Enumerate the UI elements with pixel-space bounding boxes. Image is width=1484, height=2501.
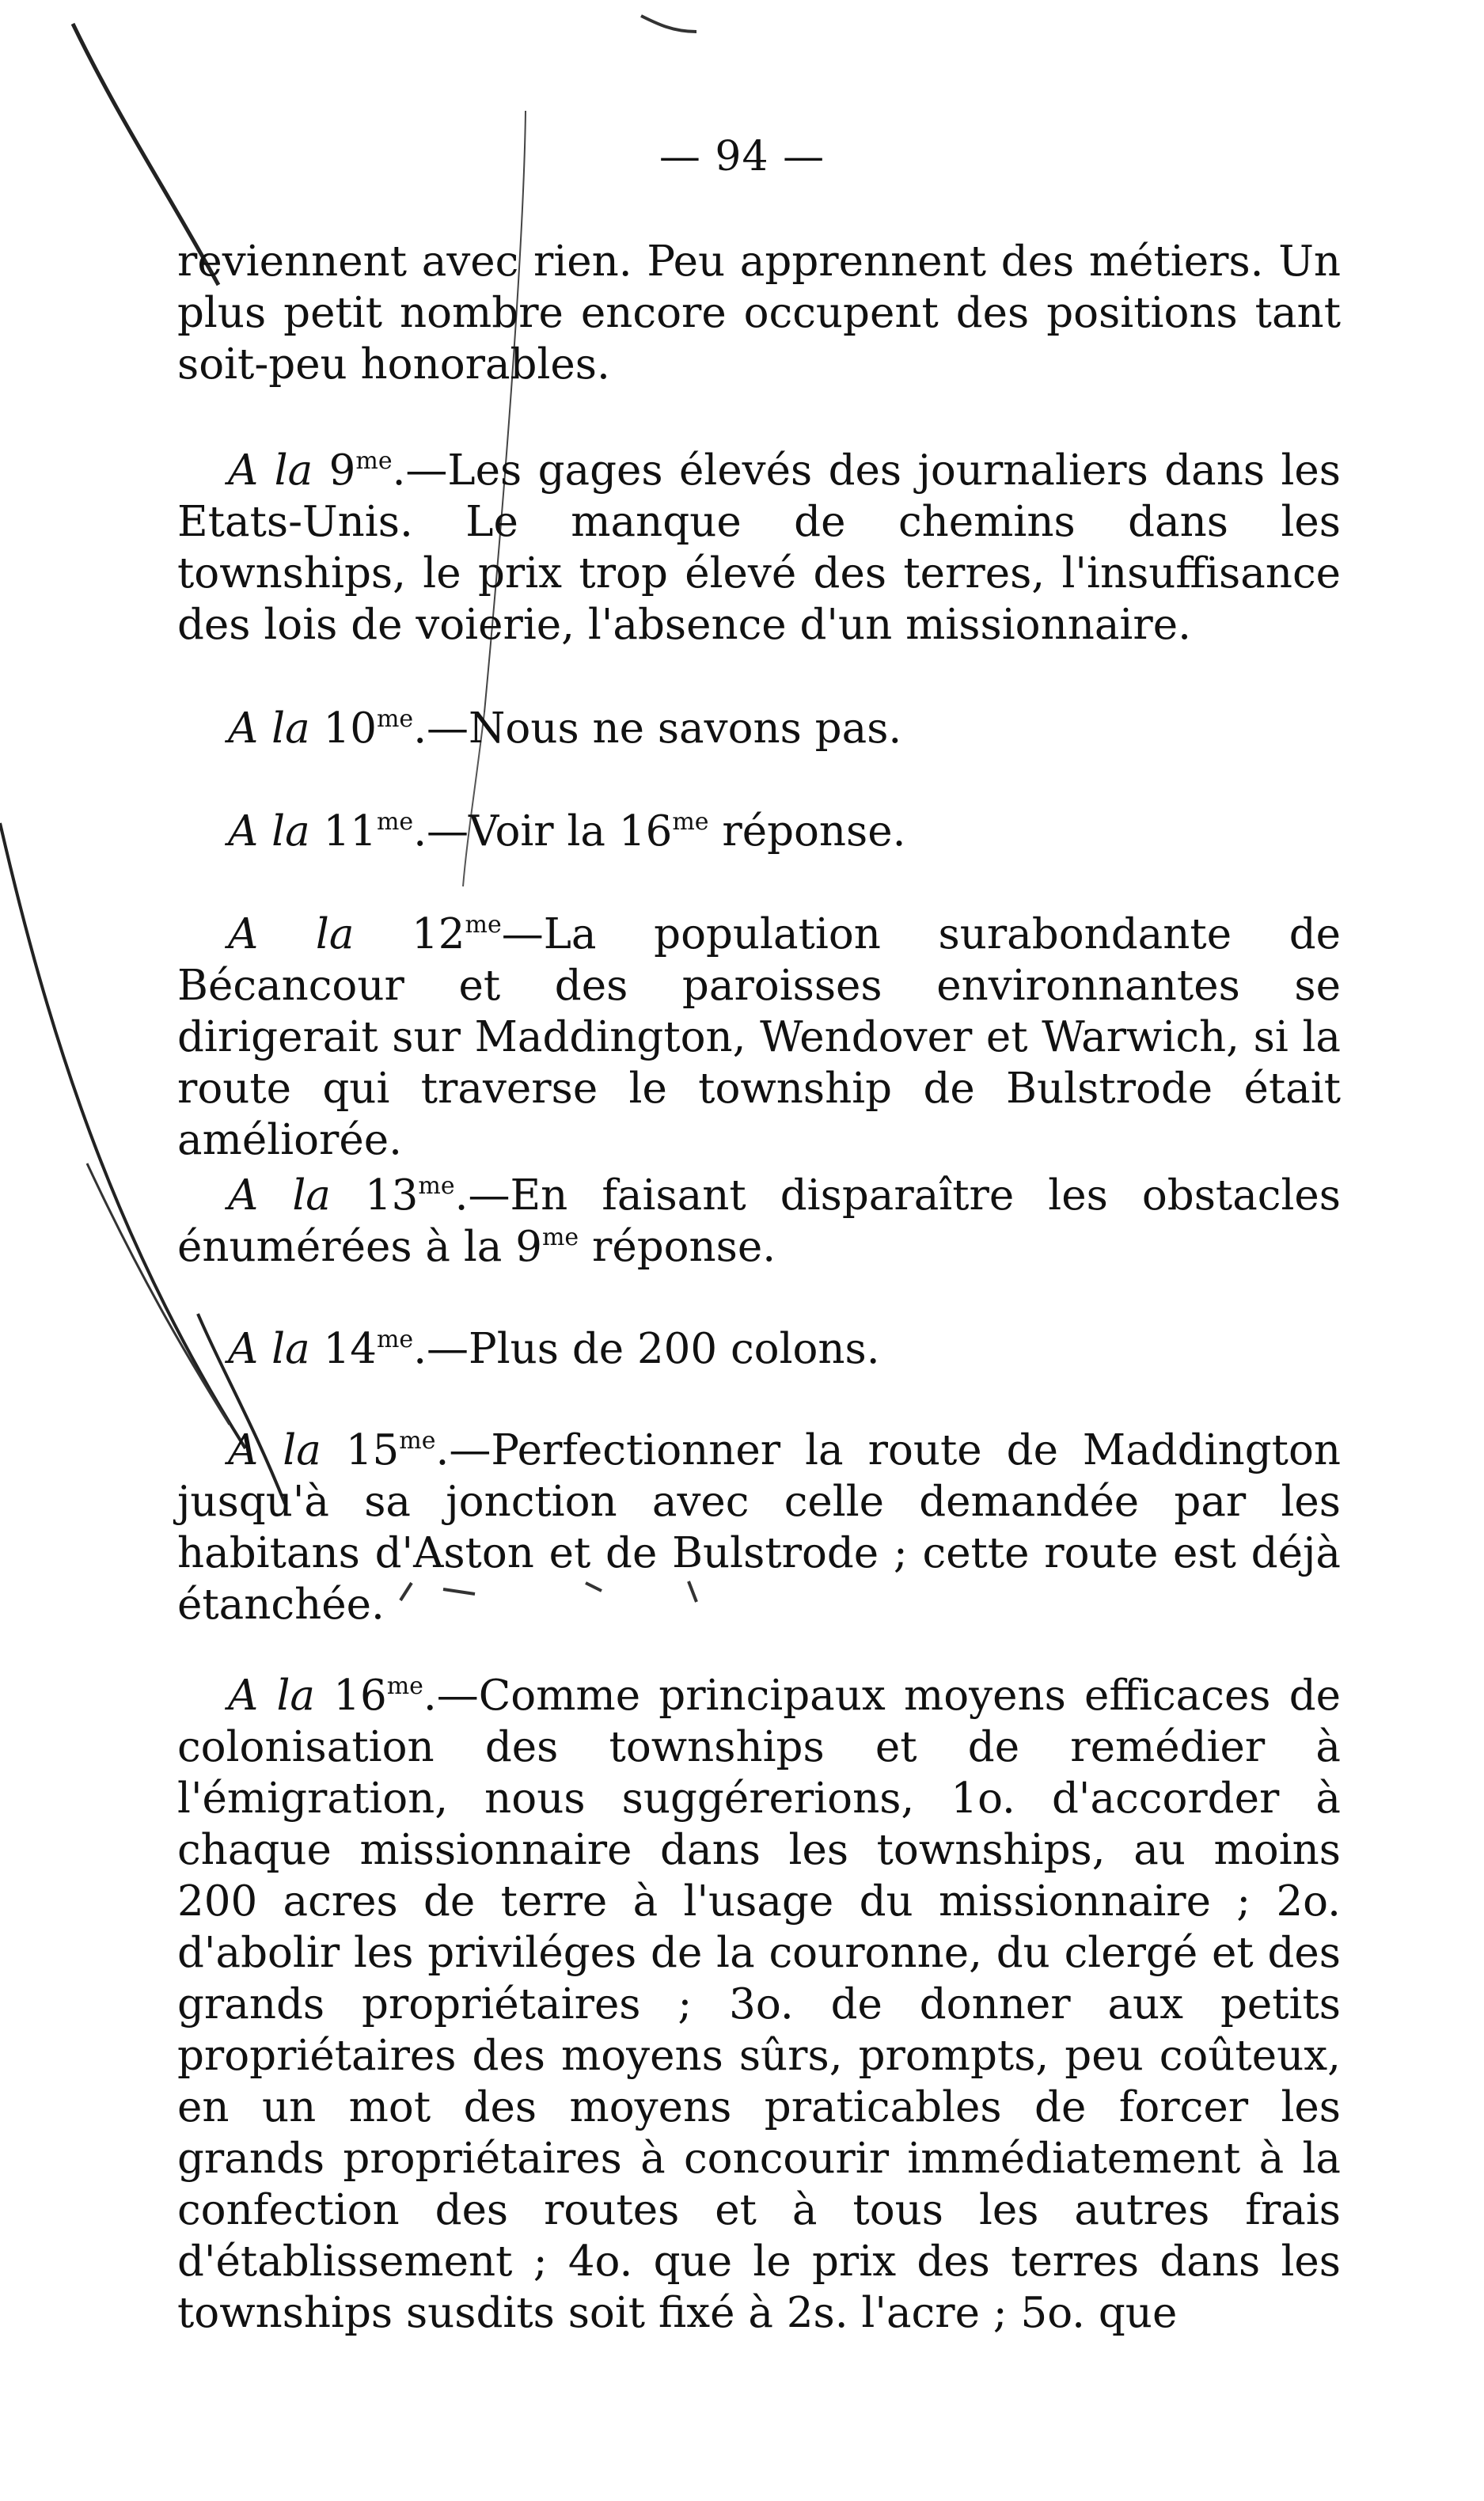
- answer-ordinal: 13: [364, 1171, 419, 1220]
- paragraph-text: réponse.: [708, 807, 906, 856]
- paragraph-reponse-14: [177, 1323, 1341, 1375]
- answer-label: A la: [228, 1171, 331, 1220]
- ordinal-suffix: me: [376, 705, 414, 733]
- answer-label: A la: [228, 1672, 316, 1720]
- answer-ordinal: 15: [345, 1426, 400, 1474]
- paragraph-reponse-13: [177, 1170, 1341, 1273]
- paragraph-text: .—Plus de 200 colons.: [413, 1325, 880, 1373]
- answer-ordinal: 14: [323, 1325, 377, 1373]
- paragraph-reponse-12: [177, 909, 1341, 1166]
- paragraph-text: réponse.: [579, 1223, 776, 1271]
- paragraph-reponse-15: [177, 1425, 1341, 1630]
- paragraph-reponse-11: [177, 806, 1341, 857]
- answer-label: A la: [228, 704, 310, 753]
- ordinal-suffix: me: [355, 447, 393, 475]
- ordinal-suffix: me: [418, 1172, 455, 1200]
- answer-ordinal: 9: [328, 446, 356, 495]
- paragraph-text: —La population surabondante de Bécancour et des paroisses environnantes se dirigerait sur Maddington, Wendover et Warwich, si la route qui traverse le township de Bulstrode était améliorée.: [177, 910, 1341, 1164]
- ordinal-suffix: me: [386, 1672, 423, 1700]
- answer-ordinal: 11: [323, 807, 377, 856]
- paragraph-text: .—En faisant disparaître les obstacles énumérées à la 9: [177, 1171, 1341, 1271]
- paragraph-text: reviennent avec rien. Peu apprennent des métiers. Un plus petit nombre encore occupent des positions tant soit-peu honorables.: [177, 237, 1341, 389]
- answer-label: A la: [228, 807, 310, 856]
- ordinal-suffix: me: [399, 1427, 436, 1455]
- paragraph-text: .—Comme principaux moyens efficaces de colonisation des townships et de remédier à l'émigration, nous suggérerions, 1o. d'accorder à chaque missionnaire dans les townships, au moins 200 acres de terre à l'usage du missionnaire ; 2o. d'abolir les priviléges de la couronne, du clergé et des grands propriétaires ; 3o. de donner aux petits propriétaires des moyens sûrs, prompts, peu coûteux, en un mot des moyens praticables de forcer les grands propriétaires à concourir immédiatement à la confection des routes et à tous les autres frais d'établissement ; 4o. que le prix des terres dans les townships susdits soit fixé à 2s. l'acre ; 5o. que: [177, 1672, 1341, 2337]
- answer-ordinal: 12: [412, 910, 465, 958]
- paragraph-reponse-9: [177, 445, 1341, 651]
- margin-stroke: [641, 16, 696, 32]
- answer-ordinal: 10: [323, 704, 377, 753]
- ordinal-suffix: me: [376, 808, 414, 836]
- ordinal-suffix: me: [465, 911, 502, 939]
- ordinal-suffix: me: [672, 808, 709, 836]
- ordinal-suffix: me: [541, 1224, 579, 1251]
- paragraph-continuation: [177, 236, 1341, 390]
- answer-ordinal: 16: [333, 1672, 387, 1720]
- page-number: — 94 —: [659, 133, 825, 180]
- answer-label: A la: [228, 910, 355, 958]
- paragraph-text: .—Nous ne savons pas.: [413, 704, 902, 753]
- paragraph-text: .—Perfectionner la route de Maddington jusqu'à sa jonction avec celle demandée par les habitans d'Aston et de Bulstrode ; cette route est déjà étanchée.: [177, 1426, 1341, 1629]
- answer-label: A la: [228, 1325, 310, 1373]
- answer-label: A la: [228, 446, 313, 495]
- ordinal-suffix: me: [376, 1326, 414, 1353]
- paragraph-reponse-10: [177, 703, 1341, 754]
- paragraph-text: .—Voir la 16: [413, 807, 673, 856]
- answer-label: A la: [228, 1426, 321, 1474]
- paragraph-text: .—Les gages élevés des journaliers dans les Etats-Unis. Le manque de chemins dans les townships, le prix trop élevé des terres, l'insuffisance des lois de voierie, l'absence d'un missionnaire.: [177, 446, 1341, 649]
- paragraph-reponse-16: [177, 1670, 1341, 2339]
